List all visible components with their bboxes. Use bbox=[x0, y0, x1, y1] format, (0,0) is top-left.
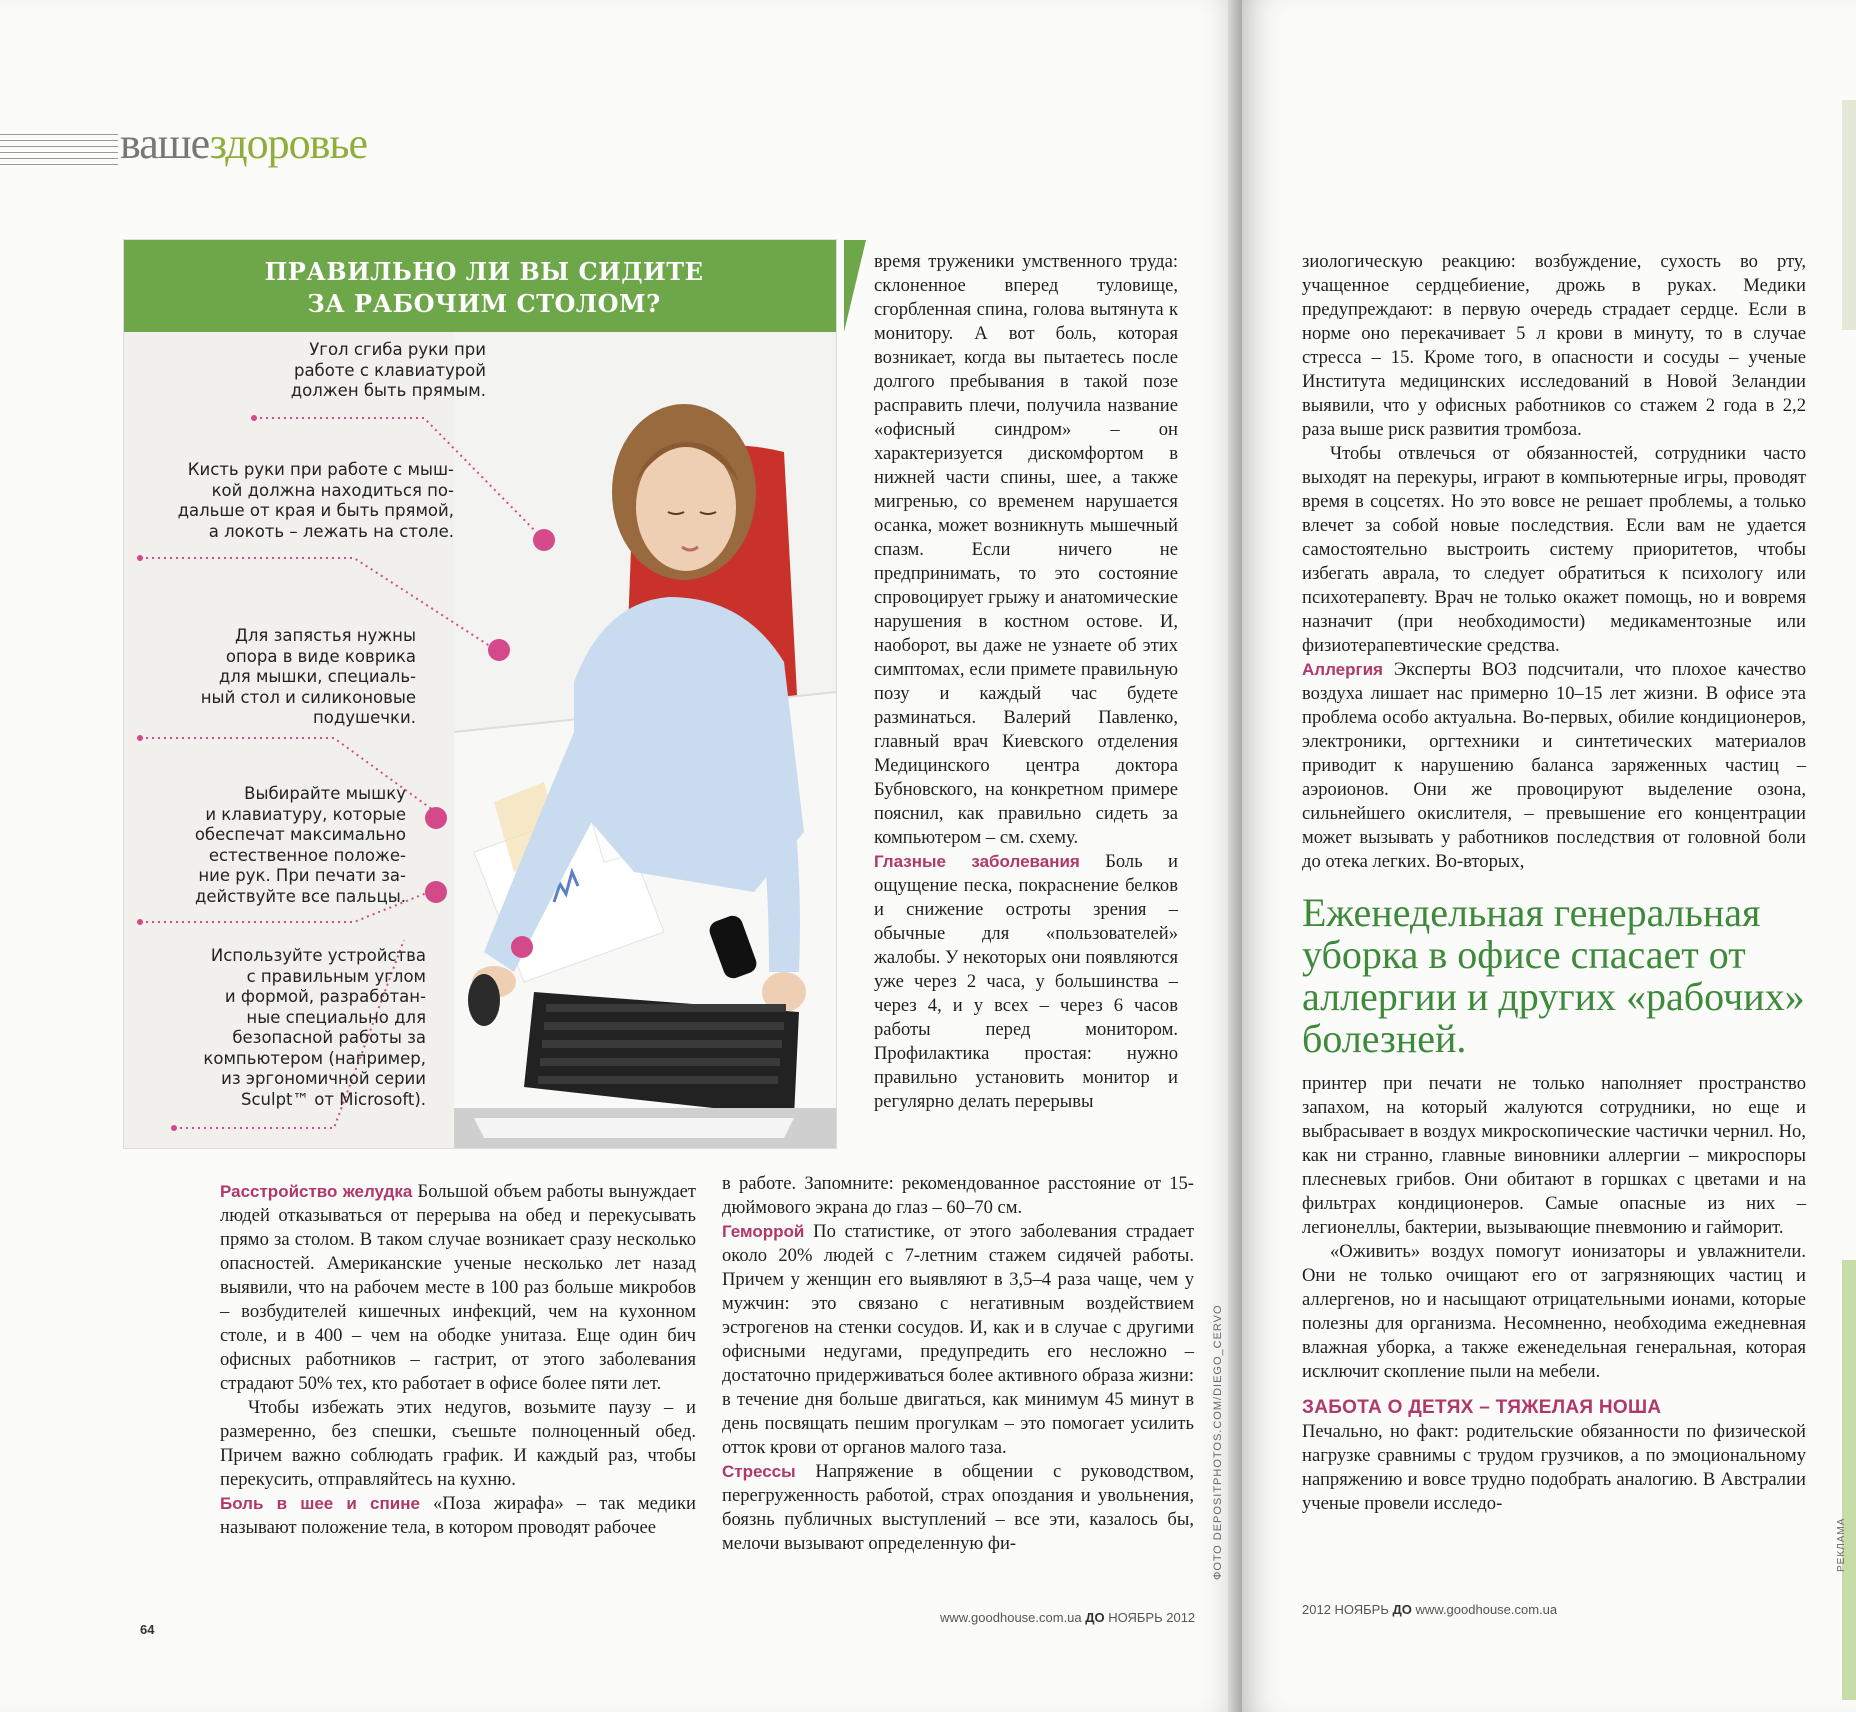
tip-4-line: действуйте все пальцы. bbox=[194, 886, 406, 906]
tip-5-line: из эргономичной серии bbox=[221, 1069, 426, 1088]
tip-5-line: Sculpt™ от Microsoft). bbox=[241, 1089, 426, 1109]
edge-strip bbox=[1842, 100, 1856, 330]
paragraph bbox=[220, 1396, 696, 1492]
infobox-title-line2: ЗА РАБОЧИМ СТОЛОМ? bbox=[307, 289, 661, 318]
section-rule-lines bbox=[0, 134, 118, 172]
tip-4-line: Выбирайте мышку bbox=[244, 784, 406, 803]
page-number: 64 bbox=[140, 1622, 155, 1637]
paragraph-text: «Поза жирафа» – так медики называют положение тела, в котором проводят рабочее bbox=[220, 1493, 696, 1538]
tip-1-line: работе с клавиатурой bbox=[293, 360, 486, 380]
keyword-stress: Стрессы bbox=[722, 1462, 796, 1481]
paragraph bbox=[1302, 1072, 1806, 1240]
section-heading bbox=[1302, 1396, 1806, 1420]
article-column-3 bbox=[722, 1172, 1194, 1556]
tip-3 bbox=[144, 626, 416, 729]
paragraph bbox=[874, 250, 1178, 850]
footer-date: НОЯБРЬ 2012 bbox=[1108, 1610, 1196, 1625]
footer-magazine: ДО bbox=[1392, 1602, 1412, 1617]
footer-date: 2012 НОЯБРЬ bbox=[1302, 1602, 1389, 1617]
paragraph-text: По статистике, от этого заболевания страдает около 20% людей с 7-летним стажем сидячей работы. Причем у женщин его выявляют в 3,5–4 раза чаще, чем у мужчин: это связано с негативным воздействием эстрогенов на стенки сосудов. И, как и в случае с другими офисными недугами, предупредить его несложно – достаточно придерживаться более активного образа жизни: в течение дня больше двигаться, как минимум 45 минут в день посвящать пешим прогулкам – это помогает усилить отток крови от органов малого таза. bbox=[722, 1221, 1194, 1458]
tip-5-line: Используйте устройства bbox=[210, 946, 426, 965]
paragraph bbox=[1302, 658, 1806, 874]
paragraph bbox=[722, 1172, 1194, 1220]
tip-5 bbox=[144, 946, 426, 1110]
paragraph-text: зиологическую реакцию: возбуждение, сухость во рту, учащенное сердцебиение, дрожь в руках. Медики предупреждают: в первую очередь страдает сердце. Если в норме оно перекачивает 5 л крови в минуту, то в случае стресса – 15. Кроме того, в опасности и сосуды – ученые Института медицинских исследований в Новой Зеландии выявили, что у офисных работников со стажем 2 года в 2,2 раза выше риск развития тромбоза. bbox=[1302, 251, 1806, 440]
posture-infobox bbox=[124, 240, 836, 1148]
keyword-neck-back: Боль в шее и спине bbox=[220, 1494, 420, 1513]
paragraph bbox=[1302, 1420, 1806, 1516]
paragraph-text: Эксперты ВОЗ подсчитали, что плохое качество воздуха лишает нас примерно 10–15 лет жизни. В офисе эта проблема особо актуальна. Во-первых, обилие кондиционеров, электроники, оргтехники и синтетических материалов приводит к нарушению баланса заряженных частиц – аэроионов. Они же провоцируют выделение озона, сильнейшего окислителя, – превышение его концентрации может вызывать у работников последствия от головной боли до отека легких. Во-вторых, bbox=[1302, 659, 1806, 872]
paragraph bbox=[1302, 442, 1806, 658]
paragraph bbox=[874, 850, 1178, 1114]
article-column-4 bbox=[1302, 250, 1806, 874]
tip-2-line: Кисть руки при работе с мыш- bbox=[187, 460, 454, 479]
ad-label: РЕКЛАМА bbox=[1836, 1517, 1847, 1572]
footer-magazine: ДО bbox=[1085, 1610, 1105, 1625]
tip-2 bbox=[144, 460, 454, 542]
callout-dot-5 bbox=[511, 936, 533, 958]
paragraph-text: в работе. Запомните: рекомендованное расстояние от 15-дюймового экрана до глаз – 60–70 см. bbox=[722, 1173, 1194, 1218]
tip-2-line: кой должна находиться по- bbox=[211, 480, 454, 500]
footer-url: www.goodhouse.com.ua bbox=[940, 1610, 1082, 1625]
tip-2-line: а локоть – лежать на столе. bbox=[208, 521, 454, 541]
tip-5-line: компьютером (например, bbox=[203, 1048, 426, 1068]
tip-3-line: ный стол и силиконовые bbox=[200, 687, 416, 707]
right-footer bbox=[1302, 1602, 1557, 1617]
keyword-stomach: Расстройство желудка bbox=[220, 1182, 413, 1201]
tip-3-line: для мышки, специаль- bbox=[218, 667, 416, 686]
callout-dot-3 bbox=[425, 807, 447, 829]
section-title bbox=[120, 118, 367, 169]
paragraph-text: Чтобы избежать этих недугов, возьмите паузу – и размеренно, без спешки, съешьте полноценный обед. Причем важно соблюдать график. И каждый раз, чтобы перекусить, отправляйтесь на кухню. bbox=[220, 1397, 696, 1490]
tip-1-line: Угол сгиба руки при bbox=[309, 340, 486, 359]
paragraph-text: Печально, но факт: родительские обязанности по физической нагрузке сравнимы с трудом грузчиков, а по эмоциональному напряжению и вовсе трудно подобрать аналогию. В Австралии ученые провели исследо- bbox=[1302, 1421, 1806, 1514]
photo-credit: ФОТО DEPOSITPHOTOS.COM/DIEGO_CERVO bbox=[1212, 1304, 1224, 1580]
heading-text: ЗАБОТА О ДЕТЯХ – ТЯЖЕЛАЯ НОША bbox=[1302, 1397, 1662, 1418]
keyword-allergy: Аллергия bbox=[1302, 660, 1383, 679]
tip-5-line: и формой, разработан- bbox=[224, 987, 426, 1006]
paragraph bbox=[1302, 250, 1806, 442]
paragraph-text: Большой объем работы вынуждает людей отказываться от перерыва на обед и перекусывать прямо за столом. В таком случае возникает сразу несколько опасностей. Американские ученые несколько лет назад выявили, что на рабочем месте в 100 раз больше микробов – возбудителей кишечных инфекций, чем на кухонном столе, и в 400 – чем на ободке унитаза. Еще один бич офисных работников – гастрит, от этого заболевания страдают 50% тех, кто работает в офисе более пяти лет. bbox=[220, 1181, 697, 1394]
tip-4-line: ние рук. При печати за- bbox=[198, 866, 406, 885]
paragraph bbox=[220, 1180, 696, 1396]
tip-5-line: ные специально для bbox=[246, 1007, 426, 1027]
tip-2-line: дальше от края и быть прямой, bbox=[177, 501, 454, 520]
tip-4-line: и клавиатуру, которые bbox=[205, 804, 406, 824]
paragraph bbox=[220, 1492, 696, 1540]
paragraph bbox=[722, 1460, 1194, 1556]
tip-1 bbox=[214, 340, 486, 402]
paragraph-text: Чтобы отвлечься от обязанностей, сотрудники часто выходят на перекуры, играют в компьютерные игры, проводят время в соцсетях. Но это вовсе не решает проблемы, а только влечет за собой новые последствия. Если вам не удается самостоятельно выстроить систему приоритетов, чтобы избегать аврала, то следует обратиться к психологу или психотерапевту. Врач не только окажет помощь, но и вовремя назначит (при необходимости) медикаментозные или физиотерапевтические средства. bbox=[1302, 443, 1806, 656]
tip-3-line: Для запястья нужны bbox=[234, 626, 416, 645]
paragraph-text: «Оживить» воздух помогут ионизаторы и увлажнители. Они не только очищают его от загрязняющих частиц и аллергенов, но и насыщают отрицательными ионами, которые полезны для организма. Несомненно, необходима ежедневная влажная уборка, а также еженедельная генеральная, которая исключит скопление пыли на мебели. bbox=[1302, 1241, 1806, 1382]
ribbon-tail bbox=[844, 240, 866, 332]
section-title-part2: здоровье bbox=[209, 119, 368, 168]
article-column-1 bbox=[220, 1180, 696, 1540]
tip-1-line: должен быть прямым. bbox=[290, 381, 486, 400]
article-column-5 bbox=[1302, 1072, 1806, 1516]
section-title-part1: ваше bbox=[120, 119, 210, 168]
paragraph-text: принтер при печати не только наполняет пространство запахом, на который жалуются сотрудники, но еще и выбрасывает в воздух микроскопические частички чернил. Но, как ни странно, главные виновники аллергии – микроспоры плесневых грибов. Они обитают в горшках с цветами и на фильтрах кондиционеров. Самые опасные из них – легионеллы, бактерии, вызывающие пневмонию и гайморит. bbox=[1302, 1073, 1806, 1238]
callout-dot-1 bbox=[533, 529, 555, 551]
tip-3-line: опора в виде коврика bbox=[225, 646, 416, 666]
callout-dot-4 bbox=[425, 881, 447, 903]
paragraph bbox=[722, 1220, 1194, 1460]
paragraph-text: время труженики умственного труда: склоненное вперед туловище, сгорбленная спина, голова вытянута к монитору. А вот боль, которая возникает, когда вы пытаетесь после долгого пребывания в такой позе расправить плечи, получила название «офисный синдром» – он характеризуется дискомфортом в нижней части спины, шее, а также мигренью, со временем нарушается осанка, может возникнуть мышечный спазм. Если ничего не предпринимать, то это состояние спровоцирует грыжу и анатомические нарушения в костном остове. И, наоборот, вы даже не узнаете об этих симптомах, если примете правильную позу и каждый час будете разминаться. Валерий Павленко, главный врач Киевского отделения Медицинского центра доктора Бубновского, на конкретном примере пояснил, как правильно сидеть за компьютером – см. схему. bbox=[874, 251, 1178, 848]
keyword-hemorrhoids: Геморрой bbox=[722, 1222, 805, 1241]
footer-url: www.goodhouse.com.ua bbox=[1415, 1602, 1558, 1617]
paragraph-text: Боль и ощущение песка, покраснение белков и снижение остроты зрения – обычные для «пользователей» жалобы. У некоторых они появляются уже через 2 часа, у большинства – через 4, и у всех – через 6 часов работы перед монитором. Профилактика простая: нужно правильно установить монитор и регулярно делать перерывы bbox=[874, 851, 1178, 1112]
article-column-2 bbox=[874, 250, 1178, 1114]
paragraph bbox=[1302, 1240, 1806, 1384]
tip-4-line: обеспечат максимально bbox=[194, 825, 406, 844]
tip-3-line: подушечки. bbox=[313, 708, 416, 727]
paragraph-text: Напряжение в общении с руководством, перегруженность работой, страх опоздания и увольнения, боязнь публичных выступлений – все эти, казалось бы, мелочи вызывают определенную фи- bbox=[722, 1461, 1194, 1554]
tip-4 bbox=[144, 784, 406, 907]
tip-5-line: с правильным углом bbox=[246, 966, 426, 986]
pull-quote: Еженедельная генеральная уборка в офисе спасает от аллергии и других «рабочих» болезней. bbox=[1302, 890, 1805, 1061]
tip-4-line: естественное положе- bbox=[208, 845, 406, 865]
tip-5-line: безопасной работы за bbox=[232, 1028, 426, 1047]
edge-strip bbox=[1842, 1260, 1856, 1700]
callout-dot-2 bbox=[488, 639, 510, 661]
left-footer bbox=[940, 1610, 1195, 1625]
infobox-title-line1: ПРАВИЛЬНО ЛИ ВЫ СИДИТЕ bbox=[264, 257, 704, 286]
keyword-eyes: Глазные заболевания bbox=[874, 852, 1080, 871]
